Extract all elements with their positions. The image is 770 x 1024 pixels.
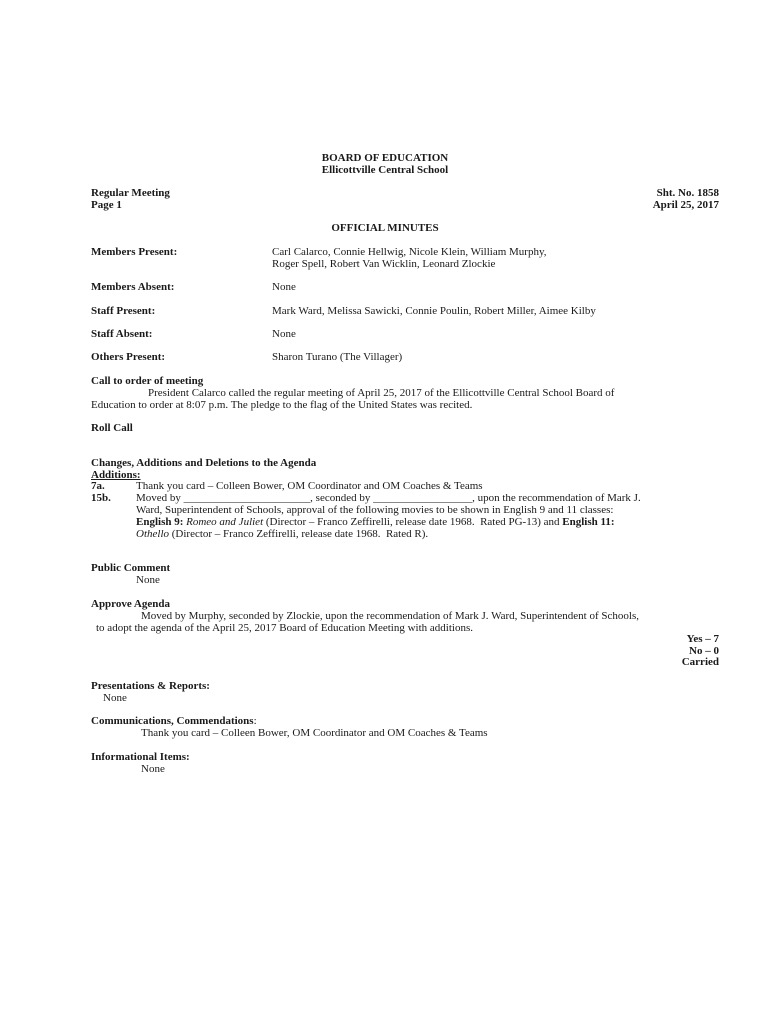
english-9-movie-title: Romeo and Juliet: [186, 516, 264, 528]
item-15b-line4: [136, 528, 428, 540]
page-number: Page 1: [91, 199, 122, 211]
vote-result: Carried: [681, 656, 719, 668]
call-to-order-line2: Education to order at 8:07 p.m. The pledge to the flag of the United States was recited.: [91, 399, 473, 411]
vote-no: No – 0: [689, 645, 719, 657]
item-15b-line1: Moved by _______________________, seconded by __________________, upon the recommendation of Mark J.: [136, 492, 641, 504]
members-absent-label: Members Absent:: [91, 281, 175, 293]
english-11-details: (Director – Franco Zeffirelli, release date 1968. Rated R).: [169, 528, 429, 540]
informational-text: None: [141, 763, 165, 775]
staff-present-value: Mark Ward, Melissa Sawicki, Connie Poulin, Robert Miller, Aimee Kilby: [272, 305, 596, 317]
members-present-line2: Roger Spell, Robert Van Wicklin, Leonard Zlockie: [272, 258, 496, 270]
communications-text: Thank you card – Colleen Bower, OM Coordinator and OM Coaches & Teams: [141, 727, 488, 739]
item-7a-number: 7a.: [91, 480, 105, 492]
call-to-order-heading: Call to order of meeting: [91, 375, 204, 387]
staff-absent-value: None: [272, 328, 296, 340]
english-11-label: English 11:: [562, 516, 615, 528]
public-comment-heading: Public Comment: [91, 562, 171, 574]
presentations-text: None: [103, 692, 127, 704]
changes-heading: Changes, Additions and Deletions to the Agenda: [91, 457, 317, 469]
members-present-line1: Carl Calarco, Connie Hellwig, Nicole Klein, William Murphy,: [272, 246, 547, 258]
call-to-order-line1: President Calarco called the regular meeting of April 25, 2017 of the Ellicottville Central School Board of: [148, 387, 615, 399]
item-15b-line3: [136, 516, 615, 528]
english-9-label: English 9:: [136, 516, 184, 528]
approve-agenda-line1: Moved by Murphy, seconded by Zlockie, upon the recommendation of Mark J. Ward, Superintendent of Schools,: [141, 610, 639, 622]
communications-colon: :: [253, 715, 257, 727]
public-comment-text: None: [136, 574, 160, 586]
additions-label: Additions:: [91, 469, 141, 481]
sheet-number: Sht. No. 1858: [656, 187, 719, 199]
communications-heading: Communications, Commendations: [91, 715, 254, 727]
english-9-details: (Director – Franco Zeffirelli, release date 1968. Rated PG-13) and: [263, 516, 563, 528]
school-name: Ellicottville Central School: [321, 164, 449, 176]
staff-present-label: Staff Present:: [91, 305, 156, 317]
board-title: BOARD OF EDUCATION: [321, 152, 449, 164]
presentations-heading: Presentations & Reports:: [91, 680, 210, 692]
members-absent-value: None: [272, 281, 296, 293]
document-title: OFFICIAL MINUTES: [331, 222, 439, 234]
staff-absent-label: Staff Absent:: [91, 328, 153, 340]
approve-agenda-heading: Approve Agenda: [91, 598, 170, 610]
item-15b-number: 15b.: [91, 492, 111, 504]
others-present-label: Others Present:: [91, 351, 166, 363]
meeting-date: April 25, 2017: [652, 199, 719, 211]
meeting-type: Regular Meeting: [91, 187, 170, 199]
communications-heading-line: [91, 715, 257, 727]
english-11-movie-title: Othello: [136, 528, 169, 540]
vote-yes: Yes – 7: [686, 633, 719, 645]
item-15b-line2: Ward, Superintendent of Schools, approval of the following movies to be shown in English 9 and 11 classes:: [136, 504, 614, 516]
roll-call-heading: Roll Call: [91, 422, 133, 434]
others-present-value: Sharon Turano (The Villager): [272, 351, 403, 363]
informational-heading: Informational Items:: [91, 751, 190, 763]
approve-agenda-line2: to adopt the agenda of the April 25, 2017 Board of Education Meeting with additions.: [96, 622, 473, 634]
item-7a-text: Thank you card – Colleen Bower, OM Coordinator and OM Coaches & Teams: [136, 480, 483, 492]
members-present-label: Members Present:: [91, 246, 178, 258]
